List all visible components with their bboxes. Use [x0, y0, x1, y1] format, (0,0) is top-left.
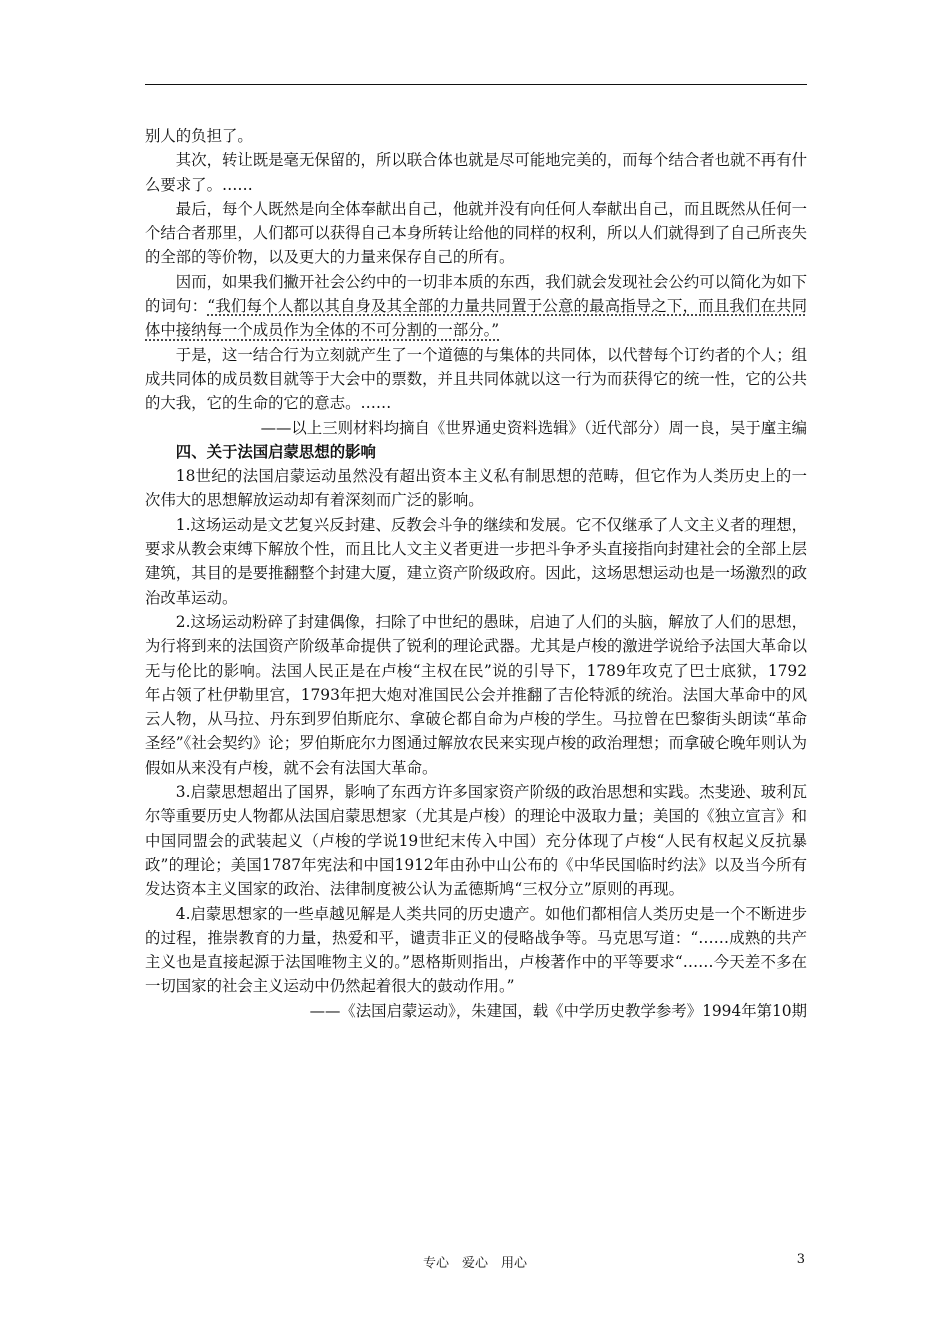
paragraph: 4.启蒙思想家的一些卓越见解是人类共同的历史遗产。如他们都相信人类历史是一个不断进步的过程，推崇教育的力量，热爱和平，谴责非正义的侵略战争等。马克思写道：“……成熟的共产主义也是直接起源于法国唯物主义的。”恩格斯则指出，卢梭著作中的平等要求“……今天差不多在一切国家的社会主义运动中仍然起着很大的鼓动作用。”: [145, 904, 807, 996]
section-heading: 四、关于法国启蒙思想的影响: [175, 442, 376, 461]
paragraph: 于是，这一结合行为立刻就产生了一个道德的与集体的共同体，以代替每个订约者的个人；组成共同体的成员数目就等于大会中的票数，并且共同体就以这一行为而获得它的统一性，它的公共的大我，它的生命的它的意志。……: [145, 345, 807, 413]
page-number: 3: [796, 1252, 805, 1267]
paragraph-text: 因而，如果我们撇开社会公约中的一切非本质的东西，我们就会发现社会公约可以简化为如下的词句：: [145, 272, 807, 316]
paragraph: 2.这场运动粉碎了封建偶像，扫除了中世纪的愚昧，启迪了人们的头脑，解放了人们的思想，为行将到来的法国资产阶级革命提供了锐利的理论武器。尤其是卢梭的激进学说给予法国大革命以无与伦比的影响。法国人民正是在卢梭“主权在民”说的引导下，1789年攻克了巴士底狱，1792年占领了杜伊勒里宫，1793年把大炮对准国民公会并推翻了吉伦特派的统治。法国大革命中的风云人物，从马拉、丹东到罗伯斯庇尔、拿破仑都自命为卢梭的学生。马拉曾在巴黎街头朗读“革命圣经”《社会契约》论；罗伯斯庇尔力图通过解放农民来实现卢梭的政治理想；而拿破仑晚年则认为假如从来没有卢梭，就不会有法国大革命。: [145, 612, 807, 777]
emphasized-quote: “我们每个人都以其自身及其全部的力量共同置于公意的最高指导之下，而且我们在共同体中接纳每一个成员作为全体的不可分割的一部分。”: [145, 297, 807, 340]
source-citation: ——以上三则材料均摘自《世界通史资料选辑》（近代部分）周一良，吴于廑主编: [260, 418, 807, 437]
source-citation: ——《法国启蒙运动》，朱建国，载《中学历史教学参考》1994年第10期: [309, 1001, 807, 1020]
paragraph: 别人的负担了。: [145, 127, 253, 145]
paragraph: [145, 270, 807, 343]
document-body: [145, 124, 807, 1023]
paragraph: 1.这场运动是文艺复兴反封建、反教会斗争的继续和发展。它不仅继承了人文主义者的理想，要求从教会束缚下解放个性，而且比人文主义者更进一步把斗争矛头直接指向封建社会的全部上层建筑，其目的是要推翻整个封建大厦，建立资产阶级政府。因此，这场思想运动也是一场激烈的政治改革运动。: [145, 515, 807, 607]
footer-motto: 专心 爱心 用心: [422, 1256, 527, 1271]
paragraph: 其次，转让既是毫无保留的，所以联合体也就是尽可能地完美的，而每个结合者也就不再有什么要求了。……: [145, 151, 807, 194]
paragraph: 3.启蒙思想超出了国界，影响了东西方许多国家资产阶级的政治思想和实践。杰斐逊、玻利瓦尔等重要历史人物都从法国启蒙思想家（尤其是卢梭）的理论中汲取力量；美国的《独立宣言》和中国同盟会的武装起义（卢梭的学说19世纪末传入中国）充分体现了卢梭“人民有权起义反抗暴政”的理论；美国1787年宪法和中国1912年由孙中山公布的《中华民国临时约法》以及当今所有发达资本主义国家的政治、法律制度被公认为孟德斯鸠“三权分立”原则的再现。: [145, 783, 807, 899]
header-rule: [145, 84, 807, 85]
paragraph: 18世纪的法国启蒙运动虽然没有超出资本主义私有制思想的范畴，但它作为人类历史上的一次伟大的思想解放运动却有着深刻而广泛的影响。: [145, 467, 807, 510]
paragraph: 最后，每个人既然是向全体奉献出自己，他就并没有向任何人奉献出自己，而且既然从任何一个结合者那里，人们都可以获得自己本身所转让给他的同样的权利，所以人们就得到了自己所丧失的全部的等价物，以及更大的力量来保存自己的所有。: [145, 199, 807, 267]
